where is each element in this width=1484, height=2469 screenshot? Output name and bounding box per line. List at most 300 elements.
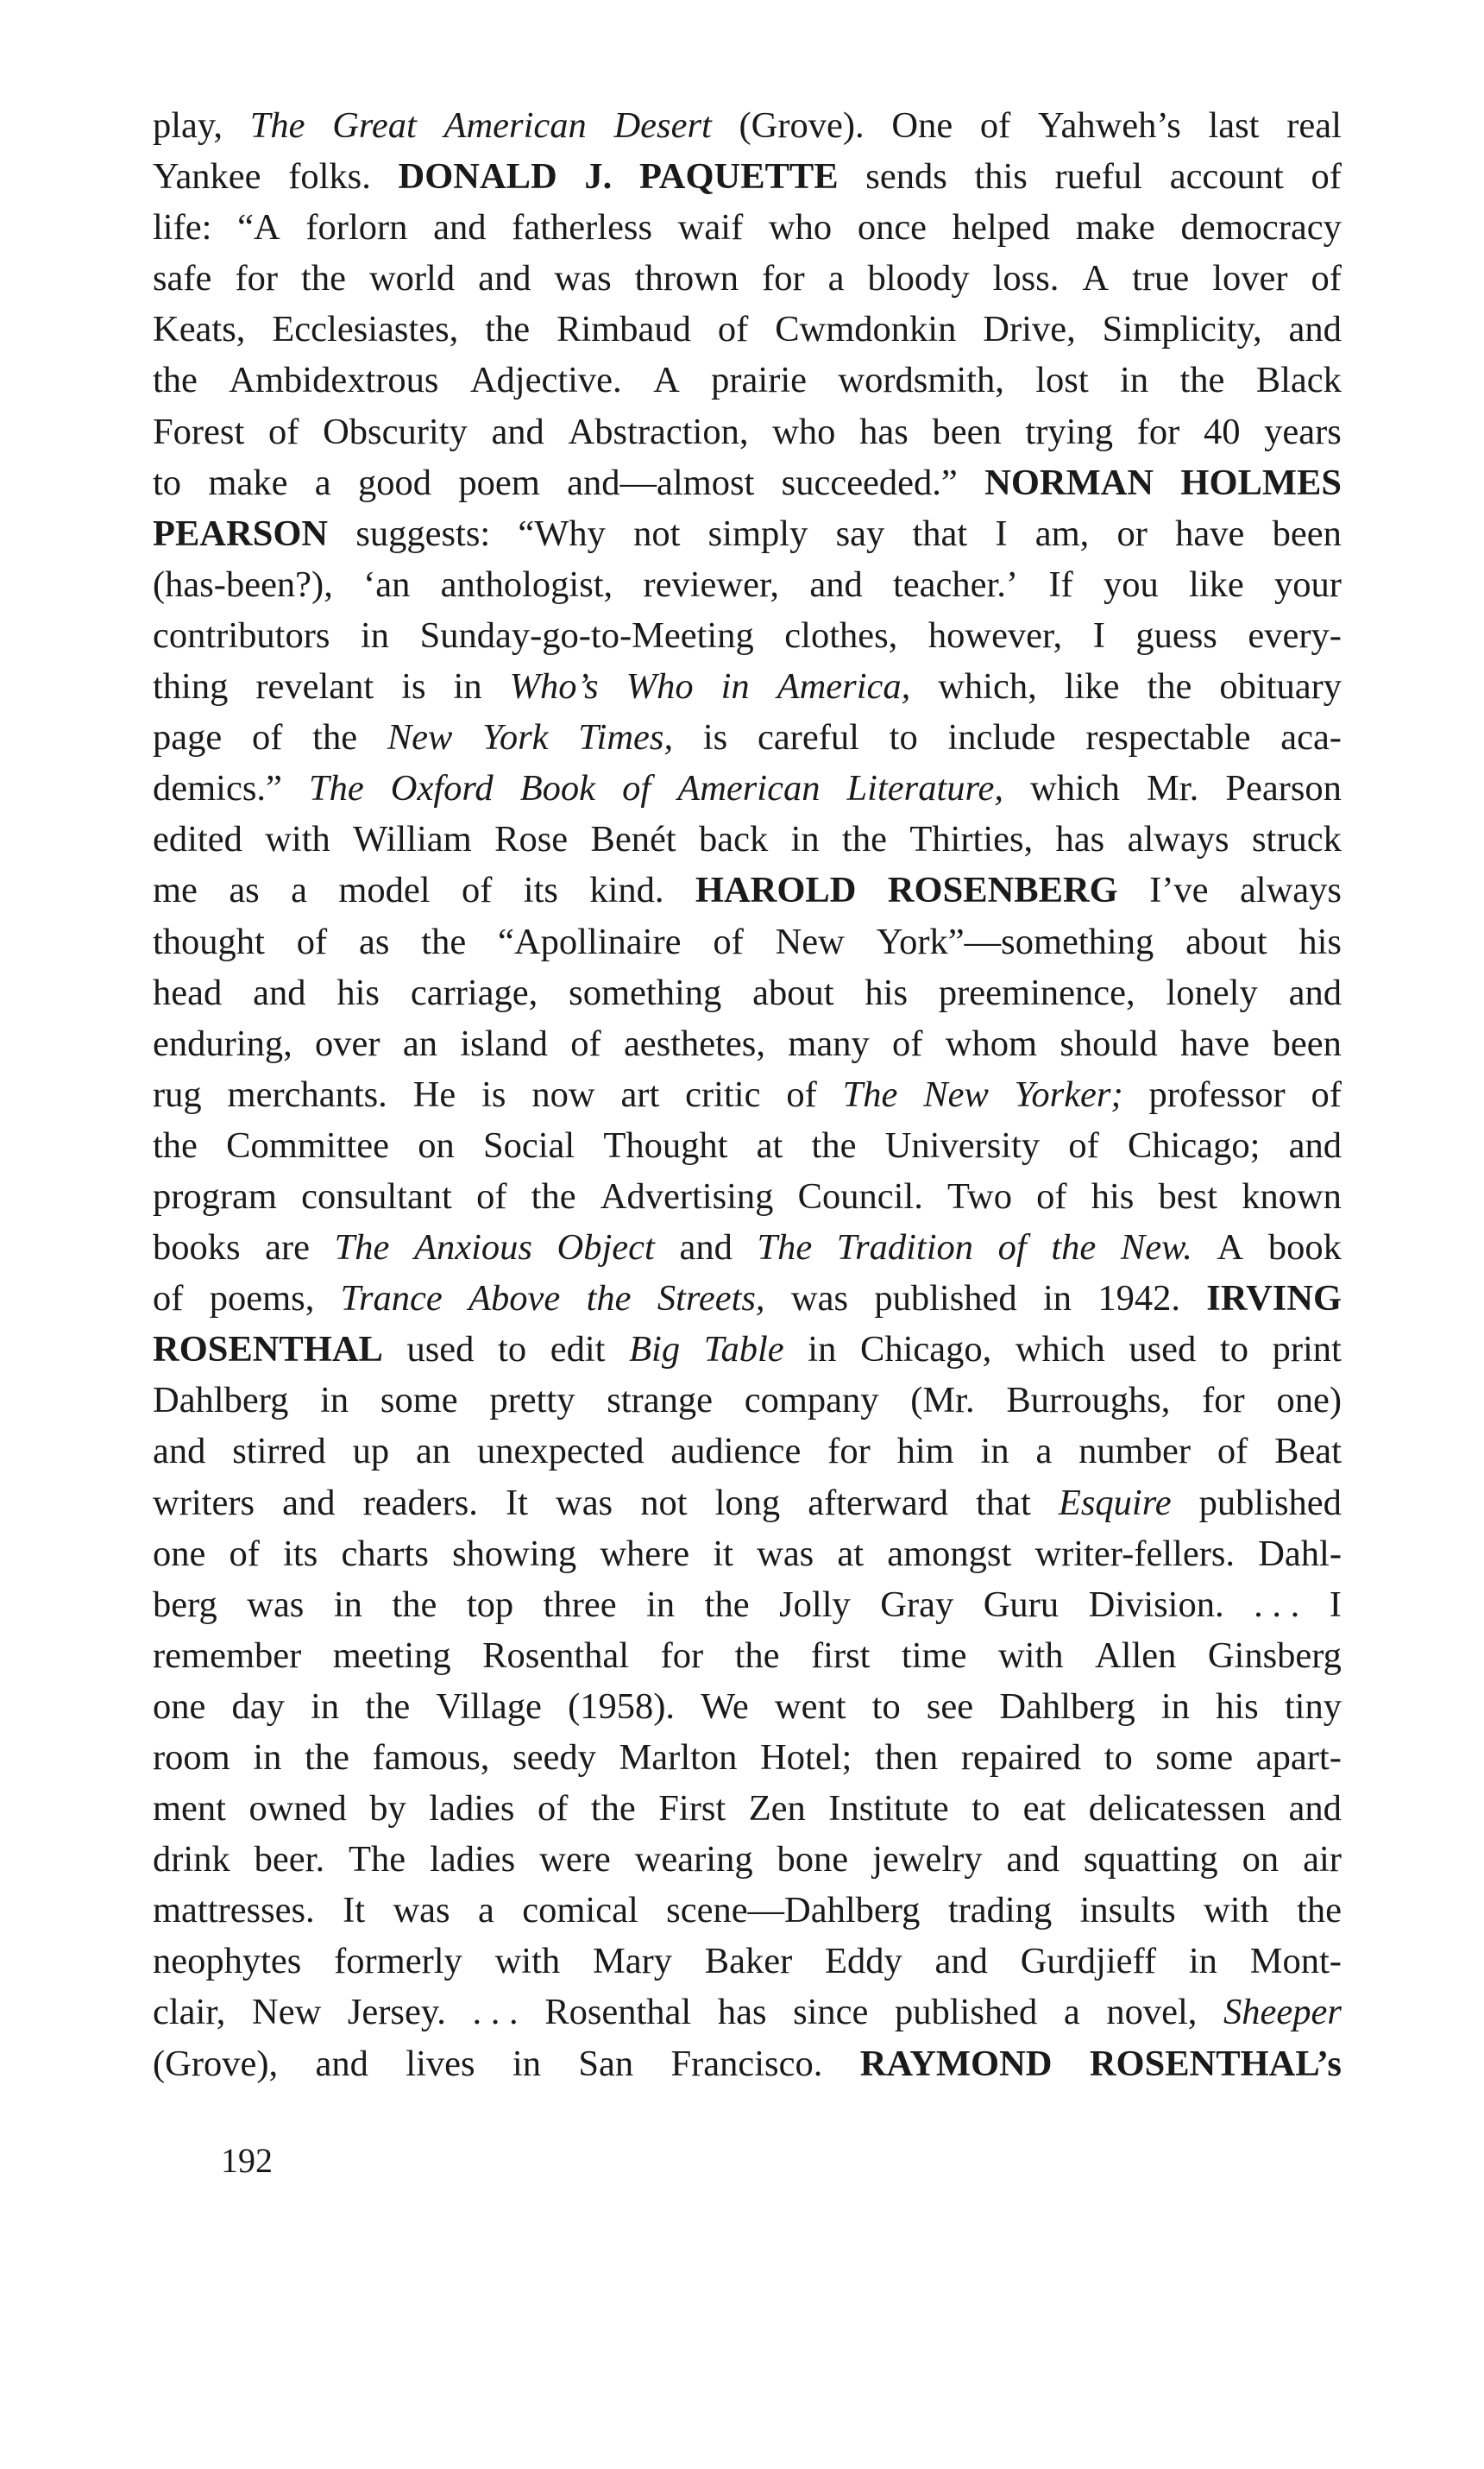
text-word: Mary: [592, 1941, 672, 1982]
text-word: HOLMES: [1180, 462, 1342, 503]
text-word: and: [478, 258, 531, 299]
text-word: J.: [584, 156, 613, 198]
text-word: Rosenthal: [482, 1634, 630, 1676]
text-word: has: [859, 411, 909, 452]
text-word: his: [1216, 1685, 1259, 1727]
text-word: your: [1274, 564, 1342, 605]
text-word: Guru: [983, 1584, 1060, 1625]
text-line: [153, 2038, 1342, 2089]
text-word: of: [1311, 1074, 1342, 1115]
text-line: [153, 1579, 1342, 1630]
text-word: respectable: [1085, 717, 1251, 759]
text-word: San: [578, 2043, 634, 2084]
text-line: [153, 712, 1342, 763]
text-word: and: [315, 2043, 368, 2084]
text-word: readers.: [362, 1482, 478, 1523]
text-line: [153, 610, 1342, 661]
text-word: Institute: [828, 1788, 949, 1830]
text-word: Black: [1255, 360, 1342, 401]
text-word: company: [744, 1380, 879, 1421]
text-word: him: [896, 1431, 954, 1472]
text-line: [153, 1222, 1342, 1273]
text-word: have: [1180, 1023, 1250, 1064]
text-word: however,: [928, 614, 1063, 656]
text-word: comical: [522, 1890, 638, 1931]
text-word: Keats,: [153, 309, 246, 350]
text-word: not: [640, 1482, 688, 1523]
text-word: the: [1147, 666, 1192, 708]
text-word: the: [704, 1584, 750, 1625]
text-word: Burroughs,: [1006, 1380, 1171, 1421]
text-word: on: [418, 1124, 455, 1166]
text-word: was: [554, 258, 612, 299]
text-word: novel,: [1106, 1992, 1198, 2033]
text-word: that: [912, 513, 968, 554]
text-word: writers: [153, 1482, 255, 1523]
text-word: that: [976, 1482, 1031, 1523]
text-word: HAROLD: [695, 870, 857, 911]
text-line: [153, 1426, 1342, 1477]
text-word: of: [251, 717, 283, 759]
text-word: I: [1329, 1584, 1342, 1625]
text-word: careful: [757, 717, 859, 759]
text-word: see: [926, 1685, 974, 1727]
text-word: whom: [945, 1023, 1038, 1064]
text-word: the: [1179, 360, 1225, 401]
text-word: who: [768, 207, 833, 249]
text-word: Zen: [748, 1788, 806, 1830]
text-word: went: [774, 1685, 846, 1727]
text-word: up: [352, 1431, 390, 1472]
text-word: something: [569, 972, 722, 1013]
text-word: with: [494, 1941, 561, 1982]
text-word: like: [1064, 666, 1120, 708]
text-word: York: [482, 717, 549, 759]
text-line: [153, 508, 1342, 559]
text-word: you: [1103, 564, 1159, 605]
text-word: in: [453, 666, 482, 708]
text-word: Cwmdonkin: [775, 309, 957, 350]
text-word: every-: [1248, 614, 1342, 656]
text-word: folks.: [288, 156, 371, 198]
text-word: program: [153, 1175, 277, 1217]
text-word: ment: [153, 1788, 226, 1830]
text-word: best: [1158, 1175, 1217, 1217]
text-line: [153, 202, 1342, 253]
text-word: Dahl-: [1258, 1533, 1342, 1574]
text-word: audience: [670, 1431, 802, 1472]
text-word: the: [312, 717, 358, 759]
text-word: It: [505, 1482, 528, 1523]
text-word: RAYMOND: [859, 2043, 1053, 2084]
text-word: (Mr.: [910, 1380, 975, 1421]
text-word: “Why: [518, 513, 606, 554]
text-word: afterward: [808, 1482, 949, 1523]
text-word: a: [314, 462, 331, 503]
text-word: over: [315, 1023, 380, 1064]
text-word: suggests:: [355, 513, 491, 554]
text-word: trading: [947, 1890, 1053, 1931]
text-word: of: [622, 768, 651, 809]
text-word: and: [491, 411, 544, 452]
text-word: always: [1127, 819, 1229, 860]
text-word: now: [531, 1074, 595, 1115]
text-word: of: [1311, 258, 1342, 299]
text-word: Rose: [494, 819, 569, 860]
text-word: of: [153, 1278, 184, 1320]
text-word: and: [433, 207, 487, 249]
text-word: merchants.: [227, 1074, 387, 1115]
text-word: should: [1060, 1023, 1158, 1064]
text-line: [153, 916, 1342, 967]
text-word: head: [153, 972, 223, 1013]
text-word: of: [229, 1533, 260, 1574]
text-word: of: [1068, 1124, 1099, 1166]
text-word: struck: [1251, 819, 1342, 860]
text-word: to: [871, 1685, 901, 1727]
text-word: and: [282, 1482, 336, 1523]
text-word: the: [734, 1634, 780, 1676]
text-word: (Grove).: [739, 105, 865, 146]
text-word: been: [1272, 1023, 1342, 1064]
text-word: the: [586, 1278, 632, 1320]
text-line: [153, 763, 1342, 814]
text-word: or: [1116, 513, 1148, 554]
text-word: for: [1136, 411, 1180, 452]
text-word: thing: [153, 666, 229, 708]
text-line: [153, 1732, 1342, 1783]
text-word: contributors: [153, 614, 330, 656]
text-word: preeminence,: [938, 972, 1135, 1013]
text-word: First: [658, 1788, 726, 1830]
text-word: clothes,: [784, 614, 898, 656]
text-word: professor: [1148, 1074, 1286, 1115]
text-word: “Apollinaire: [498, 921, 682, 962]
text-word: and: [934, 1941, 988, 1982]
text-word: a: [477, 1890, 494, 1931]
text-word: aesthetes,: [623, 1023, 765, 1064]
text-word: 1942.: [1097, 1278, 1180, 1320]
text-word: writer-fellers.: [1034, 1533, 1236, 1574]
text-word: his: [1091, 1175, 1135, 1217]
text-word: drink: [153, 1839, 230, 1880]
text-word: Thirties,: [909, 819, 1034, 860]
text-word: The: [842, 1074, 898, 1115]
text-word: of: [1217, 1431, 1248, 1472]
text-word: Committee: [226, 1124, 390, 1166]
text-word: in: [980, 1431, 1009, 1472]
text-line: [153, 1324, 1342, 1375]
text-word: IRVING: [1206, 1278, 1342, 1320]
text-word: was: [247, 1584, 305, 1625]
text-word: Streets,: [657, 1278, 765, 1320]
text-word: the: [811, 1124, 857, 1166]
text-word: eat: [1022, 1788, 1066, 1830]
text-word: formerly: [334, 1941, 462, 1982]
text-word: the: [153, 360, 198, 401]
text-word: last: [1208, 105, 1260, 146]
text-word: account: [1169, 156, 1284, 198]
text-word: PAQUETTE: [638, 156, 839, 198]
text-word: edit: [550, 1329, 606, 1370]
text-word: and: [809, 564, 863, 605]
text-word: berg: [153, 1584, 217, 1625]
text-word: at: [837, 1533, 865, 1574]
text-word: University: [884, 1124, 1041, 1166]
text-word: guess: [1135, 614, 1217, 656]
text-word: and: [1288, 1124, 1342, 1166]
text-word: day: [231, 1685, 285, 1727]
text-word: its: [523, 870, 558, 911]
text-word: Marlton: [619, 1737, 738, 1778]
text-word: Obscurity: [323, 411, 468, 452]
text-word: Chicago;: [1127, 1124, 1261, 1166]
text-word: bloody: [867, 258, 970, 299]
text-word: known: [1242, 1175, 1342, 1217]
text-word: Drive,: [983, 309, 1076, 350]
text-word: in: [360, 614, 390, 656]
text-word: Gray: [880, 1584, 954, 1625]
text-word: thought: [153, 921, 265, 962]
text-word: America,: [777, 666, 911, 708]
text-word: the: [421, 921, 467, 962]
text-word: and: [679, 1227, 733, 1269]
text-word: New.: [1120, 1227, 1192, 1269]
text-word: ROSENBERG: [887, 870, 1118, 911]
text-word: of: [476, 1175, 507, 1217]
text-line: [153, 1681, 1342, 1732]
text-word: some: [380, 1380, 458, 1421]
text-word: 40: [1203, 411, 1241, 452]
text-word: as: [359, 921, 390, 962]
text-word: make: [208, 462, 288, 503]
text-word: the: [590, 1788, 636, 1830]
text-line: [153, 1936, 1342, 1987]
text-word: charts: [341, 1533, 429, 1574]
text-word: a: [827, 258, 845, 299]
text-word: has: [1055, 819, 1105, 860]
text-word: in: [790, 819, 820, 860]
text-word: . . .: [1254, 1584, 1300, 1625]
text-word: wordsmith,: [838, 360, 1004, 401]
text-word: A: [1082, 258, 1110, 299]
text-word: at: [756, 1124, 783, 1166]
text-word: succeeded.”: [781, 462, 958, 503]
text-word: since: [793, 1992, 869, 2033]
text-word: true: [1132, 258, 1190, 299]
body-text: [153, 100, 1342, 2089]
text-word: lost: [1035, 360, 1089, 401]
text-word: Anxious: [414, 1227, 532, 1269]
text-word: and: [1006, 1839, 1060, 1880]
page-number: 192: [221, 2141, 273, 2180]
text-word: Baker: [704, 1941, 793, 1982]
text-word: of: [1036, 1175, 1067, 1217]
text-word: lonely: [1166, 972, 1258, 1013]
text-word: years: [1264, 411, 1342, 452]
text-word: PEARSON: [153, 513, 329, 554]
text-word: with: [1204, 1890, 1269, 1931]
text-word: Mont-: [1249, 1941, 1342, 1982]
text-word: Rimbaud: [556, 309, 691, 350]
text-word: NORMAN: [984, 462, 1154, 503]
text-word: It: [343, 1890, 366, 1931]
text-word: been: [932, 411, 1002, 452]
text-word: used: [1129, 1329, 1197, 1370]
text-word: his: [1298, 921, 1342, 962]
text-word: in: [512, 2043, 541, 2084]
text-word: ladies: [430, 1839, 516, 1880]
text-word: with: [265, 819, 330, 860]
text-word: consultant: [301, 1175, 452, 1217]
text-word: Yorker;: [1014, 1074, 1123, 1115]
text-word: Pearson: [1225, 768, 1342, 809]
text-word: Object: [556, 1227, 655, 1269]
text-word: in: [808, 1329, 837, 1370]
text-word: Forest: [153, 411, 245, 452]
text-word: this: [974, 156, 1028, 198]
text-word: with: [997, 1634, 1064, 1676]
text-word: for: [235, 258, 278, 299]
text-word: ‘an: [363, 564, 411, 605]
text-word: of: [717, 309, 749, 350]
text-word: published: [1198, 1482, 1342, 1523]
text-word: Oxford: [390, 768, 494, 809]
text-word: beer.: [254, 1839, 325, 1880]
text-word: Jolly: [779, 1584, 851, 1625]
text-word: for: [827, 1431, 871, 1472]
text-word: (1958).: [568, 1685, 675, 1727]
text-word: The: [308, 768, 364, 809]
text-word: apart-: [1255, 1737, 1342, 1778]
text-word: ROSENTHAL: [153, 1329, 383, 1370]
text-word: repaired: [960, 1737, 1082, 1778]
text-word: remember: [153, 1634, 302, 1676]
text-word: has: [717, 1992, 767, 2033]
text-word: critic: [685, 1074, 761, 1115]
text-word: and: [1288, 1788, 1342, 1830]
text-word: Allen: [1094, 1634, 1177, 1676]
text-word: owned: [248, 1788, 347, 1830]
text-word: good: [358, 462, 432, 503]
text-word: One: [891, 105, 953, 146]
text-word: Advertising: [600, 1175, 774, 1217]
text-word: New: [923, 1074, 989, 1115]
text-word: some: [1155, 1737, 1234, 1778]
text-word: strange: [607, 1380, 713, 1421]
text-word: and—almost: [567, 462, 755, 503]
text-word: sends: [865, 156, 947, 198]
text-word: revelant: [255, 666, 374, 708]
text-word: Big: [629, 1329, 681, 1370]
text-line: [153, 355, 1342, 406]
text-word: Jersey.: [347, 1992, 446, 2033]
text-word: York”—something: [876, 921, 1154, 962]
text-word: simply: [707, 513, 808, 554]
text-line: [153, 1477, 1342, 1528]
text-word: and: [253, 972, 306, 1013]
text-word: of: [296, 921, 328, 962]
text-word: New: [775, 921, 845, 962]
text-word: who: [772, 411, 836, 452]
text-word: Yankee: [153, 156, 261, 198]
text-word: is: [702, 717, 728, 759]
text-word: art: [620, 1074, 660, 1115]
text-word: DONALD: [398, 156, 557, 198]
text-word: rueful: [1054, 156, 1143, 198]
text-word: mattresses.: [153, 1890, 315, 1931]
text-word: poems,: [209, 1278, 315, 1320]
text-word: Above: [468, 1278, 561, 1320]
text-word: helped: [952, 207, 1051, 249]
text-word: The: [249, 105, 305, 146]
text-word: Rosenthal: [544, 1992, 692, 2033]
text-line: [153, 253, 1342, 304]
text-word: as: [229, 870, 260, 911]
text-word: William: [353, 819, 472, 860]
text-word: seedy: [512, 1737, 596, 1778]
text-word: of: [462, 870, 493, 911]
text-word: which,: [938, 666, 1037, 708]
text-word: an: [415, 1431, 451, 1472]
text-word: A: [653, 360, 680, 401]
text-word: model: [338, 870, 431, 911]
text-word: enduring,: [153, 1023, 292, 1064]
text-word: about: [1185, 921, 1267, 962]
text-word: insults: [1079, 1890, 1176, 1931]
text-word: lives: [406, 2043, 475, 2084]
text-line: [153, 814, 1342, 865]
text-word: (Grove),: [153, 2043, 279, 2084]
text-word: poem: [458, 462, 540, 503]
text-line: [153, 967, 1342, 1018]
text-word: books: [153, 1227, 241, 1269]
text-word: Who’s: [509, 666, 599, 708]
text-word: anthologist,: [440, 564, 613, 605]
text-word: Abstraction,: [568, 411, 749, 452]
text-word: real: [1286, 105, 1342, 146]
text-word: on: [1242, 1839, 1280, 1880]
text-word: in: [320, 1380, 349, 1421]
text-word: . . .: [472, 1992, 519, 2033]
text-word: Literature,: [846, 768, 1003, 809]
text-word: am,: [1034, 513, 1090, 554]
text-word: The: [334, 1227, 390, 1269]
text-word: include: [947, 717, 1056, 759]
text-line: [153, 559, 1342, 610]
text-word: Adjective.: [469, 360, 622, 401]
text-word: Simplicity,: [1102, 309, 1262, 350]
text-word: prairie: [711, 360, 808, 401]
text-word: loss.: [992, 258, 1060, 299]
text-word: of: [537, 1788, 569, 1830]
text-word: of: [979, 105, 1011, 146]
text-word: delicatessen: [1088, 1788, 1267, 1830]
text-line: [153, 1018, 1342, 1069]
text-word: reviewer,: [643, 564, 780, 605]
text-word: then: [874, 1737, 939, 1778]
text-word: democracy: [1180, 207, 1342, 249]
text-line: [153, 304, 1342, 355]
text-line: [153, 1120, 1342, 1171]
text-word: Francisco.: [670, 2043, 823, 2084]
text-line: [153, 151, 1342, 202]
text-word: bone: [777, 1839, 849, 1880]
text-word: of: [786, 1074, 817, 1115]
text-word: Division.: [1088, 1584, 1224, 1625]
text-word: New: [387, 717, 453, 759]
text-word: back: [699, 819, 769, 860]
